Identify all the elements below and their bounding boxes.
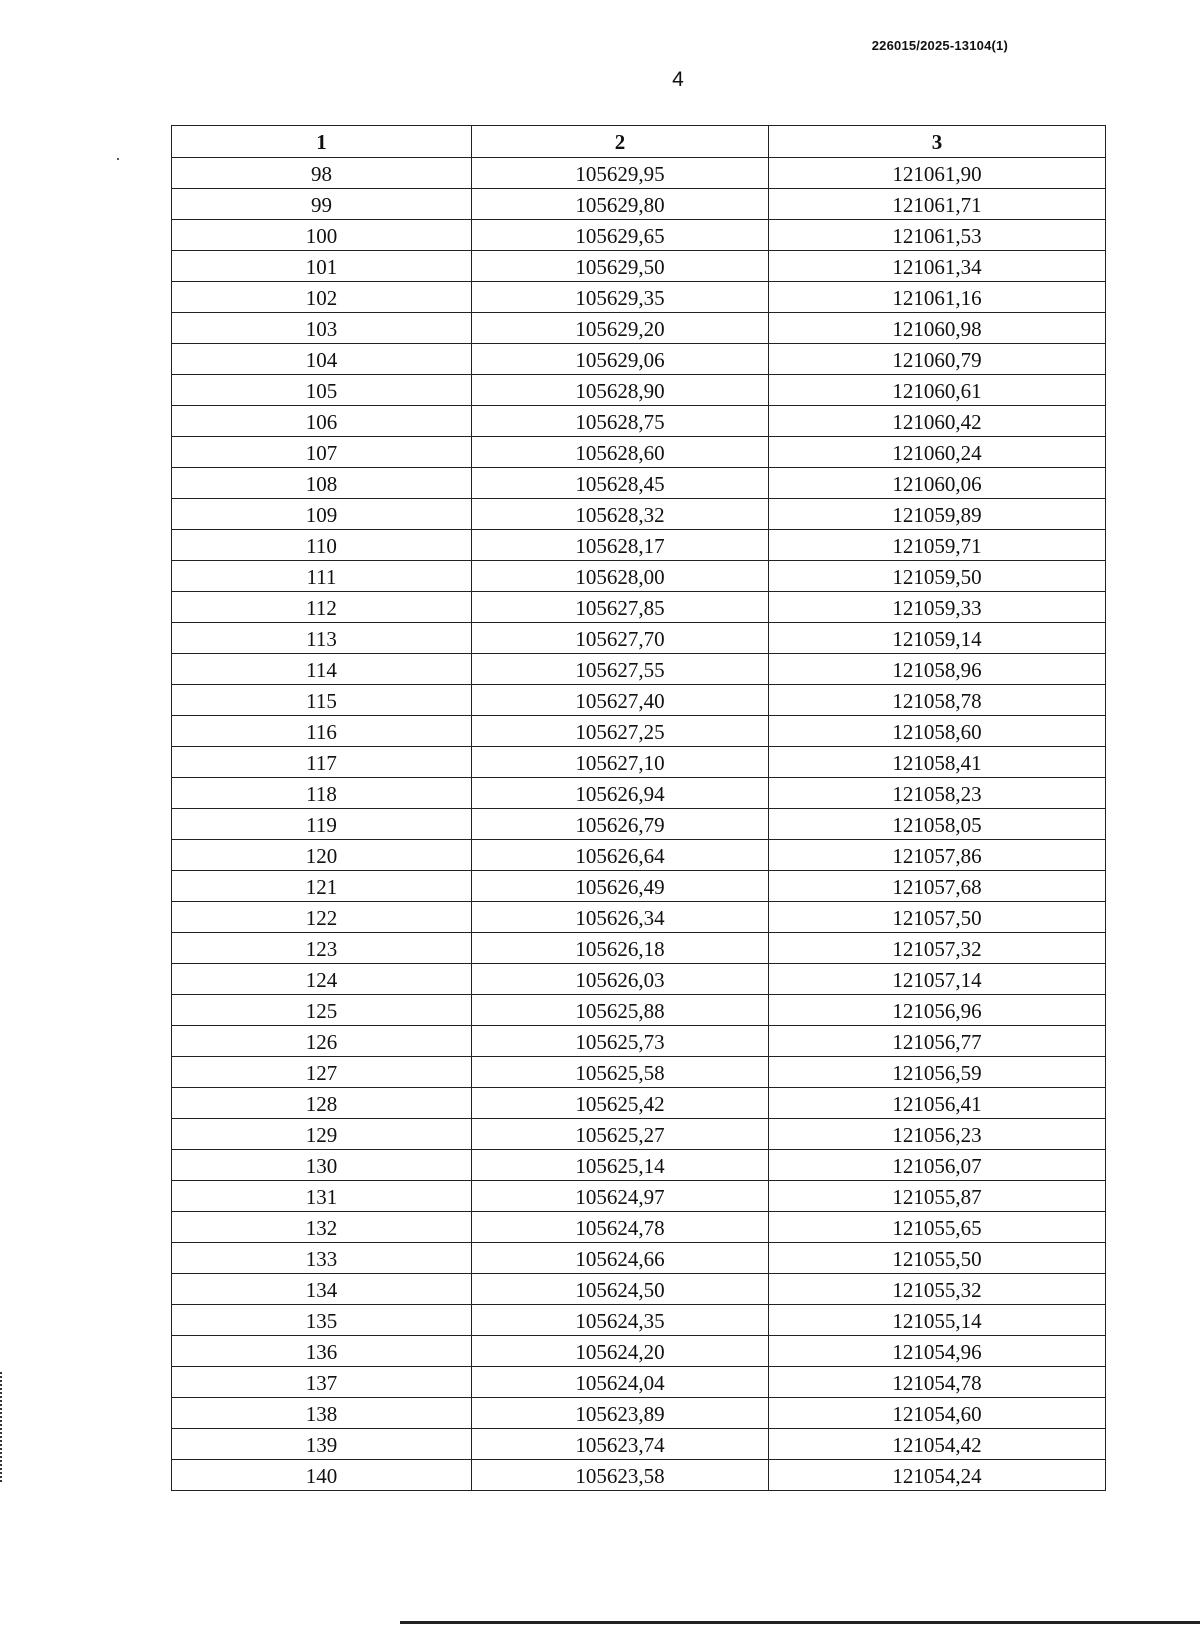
table-cell-col-1: 139 [172, 1429, 472, 1460]
table-cell-col-1: 133 [172, 1243, 472, 1274]
table-cell-col-3: 121059,14 [769, 623, 1106, 654]
table-cell-col-1: 105 [172, 375, 472, 406]
table-cell-col-3: 121057,86 [769, 840, 1106, 871]
table-cell-col-2: 105624,78 [472, 1212, 769, 1243]
table-cell-col-2: 105629,20 [472, 313, 769, 344]
table-row [172, 189, 1106, 220]
table-cell-col-3: 121059,50 [769, 561, 1106, 592]
table-cell-col-2: 105627,70 [472, 623, 769, 654]
table-cell-col-2: 105627,40 [472, 685, 769, 716]
table-cell-col-3: 121056,07 [769, 1150, 1106, 1181]
table-cell-col-3: 121061,71 [769, 189, 1106, 220]
scan-edge-marks [0, 1372, 4, 1482]
table-cell-col-3: 121055,32 [769, 1274, 1106, 1305]
table-row [172, 1181, 1106, 1212]
table-cell-col-3: 121058,60 [769, 716, 1106, 747]
table-cell-col-1: 111 [172, 561, 472, 592]
table-cell-col-3: 121056,59 [769, 1057, 1106, 1088]
table-cell-col-2: 105623,58 [472, 1460, 769, 1491]
table-cell-col-2: 105626,03 [472, 964, 769, 995]
table-row [172, 840, 1106, 871]
table-cell-col-2: 105626,64 [472, 840, 769, 871]
table-cell-col-3: 121054,24 [769, 1460, 1106, 1491]
table-row [172, 1429, 1106, 1460]
coordinates-table [171, 125, 1106, 1491]
table-cell-col-3: 121056,23 [769, 1119, 1106, 1150]
table-cell-col-3: 121060,79 [769, 344, 1106, 375]
table-cell-col-2: 105629,06 [472, 344, 769, 375]
table-row [172, 1274, 1106, 1305]
table-cell-col-3: 121060,61 [769, 375, 1106, 406]
table-cell-col-3: 121057,14 [769, 964, 1106, 995]
table-row [172, 964, 1106, 995]
table-cell-col-1: 116 [172, 716, 472, 747]
table-cell-col-3: 121061,53 [769, 220, 1106, 251]
table-cell-col-3: 121060,24 [769, 437, 1106, 468]
table-row [172, 251, 1106, 282]
table-row [172, 158, 1106, 189]
table-cell-col-1: 102 [172, 282, 472, 313]
table-cell-col-3: 121059,33 [769, 592, 1106, 623]
column-header-3: 3 [769, 126, 1106, 158]
table-cell-col-1: 113 [172, 623, 472, 654]
table-cell-col-2: 105628,00 [472, 561, 769, 592]
table-cell-col-3: 121054,78 [769, 1367, 1106, 1398]
table-cell-col-2: 105625,73 [472, 1026, 769, 1057]
table-cell-col-2: 105628,32 [472, 499, 769, 530]
table-cell-col-2: 105629,35 [472, 282, 769, 313]
table-row [172, 871, 1106, 902]
table-cell-col-3: 121054,42 [769, 1429, 1106, 1460]
table-row [172, 1398, 1106, 1429]
table-cell-col-1: 134 [172, 1274, 472, 1305]
table-cell-col-3: 121061,34 [769, 251, 1106, 282]
table-cell-col-3: 121056,96 [769, 995, 1106, 1026]
table-body [172, 158, 1106, 1491]
table-cell-col-3: 121058,23 [769, 778, 1106, 809]
table-row [172, 375, 1106, 406]
table-cell-col-1: 121 [172, 871, 472, 902]
table-cell-col-1: 120 [172, 840, 472, 871]
table-row [172, 344, 1106, 375]
table-cell-col-2: 105625,42 [472, 1088, 769, 1119]
table-row [172, 1212, 1106, 1243]
table-row [172, 220, 1106, 251]
table-row [172, 654, 1106, 685]
bottom-edge-line [400, 1621, 1200, 1624]
table-row [172, 437, 1106, 468]
table-cell-col-1: 129 [172, 1119, 472, 1150]
table-row [172, 1336, 1106, 1367]
table-cell-col-2: 105625,88 [472, 995, 769, 1026]
table-row [172, 561, 1106, 592]
table-cell-col-3: 121061,16 [769, 282, 1106, 313]
table-row [172, 468, 1106, 499]
table-cell-col-1: 123 [172, 933, 472, 964]
table-row [172, 778, 1106, 809]
table-row [172, 1150, 1106, 1181]
table-cell-col-1: 132 [172, 1212, 472, 1243]
table-cell-col-1: 131 [172, 1181, 472, 1212]
table-cell-col-1: 140 [172, 1460, 472, 1491]
column-header-1: 1 [172, 126, 472, 158]
table-cell-col-1: 126 [172, 1026, 472, 1057]
table-cell-col-2: 105628,60 [472, 437, 769, 468]
table-cell-col-2: 105628,17 [472, 530, 769, 561]
table-cell-col-2: 105623,89 [472, 1398, 769, 1429]
table-row [172, 1119, 1106, 1150]
table-cell-col-3: 121055,14 [769, 1305, 1106, 1336]
table-row [172, 1057, 1106, 1088]
table-row [172, 592, 1106, 623]
table-cell-col-3: 121058,41 [769, 747, 1106, 778]
table-cell-col-2: 105626,34 [472, 902, 769, 933]
table-cell-col-2: 105624,66 [472, 1243, 769, 1274]
table-cell-col-3: 121057,32 [769, 933, 1106, 964]
table-cell-col-1: 107 [172, 437, 472, 468]
table-cell-col-1: 136 [172, 1336, 472, 1367]
table-cell-col-1: 100 [172, 220, 472, 251]
table-cell-col-1: 125 [172, 995, 472, 1026]
table-cell-col-2: 105628,75 [472, 406, 769, 437]
table-cell-col-1: 99 [172, 189, 472, 220]
document-number: 226015/2025-13104(1) [871, 38, 1008, 53]
table-cell-col-2: 105624,20 [472, 1336, 769, 1367]
table-cell-col-2: 105629,65 [472, 220, 769, 251]
table-cell-col-2: 105629,80 [472, 189, 769, 220]
table-cell-col-3: 121056,77 [769, 1026, 1106, 1057]
header-row [172, 126, 1106, 158]
table-row [172, 1305, 1106, 1336]
table-cell-col-2: 105628,45 [472, 468, 769, 499]
table-cell-col-2: 105624,97 [472, 1181, 769, 1212]
table-cell-col-2: 105627,25 [472, 716, 769, 747]
table-row [172, 716, 1106, 747]
table-cell-col-2: 105628,90 [472, 375, 769, 406]
table-cell-col-1: 106 [172, 406, 472, 437]
table-row [172, 530, 1106, 561]
table-cell-col-3: 121058,05 [769, 809, 1106, 840]
table-cell-col-2: 105626,49 [472, 871, 769, 902]
table-row [172, 623, 1106, 654]
scan-artifact-dot [117, 158, 119, 160]
table-cell-col-3: 121058,96 [769, 654, 1106, 685]
page-number: 4 [672, 68, 684, 91]
table-cell-col-3: 121054,96 [769, 1336, 1106, 1367]
table-cell-col-1: 115 [172, 685, 472, 716]
table-cell-col-1: 109 [172, 499, 472, 530]
table-cell-col-2: 105629,50 [472, 251, 769, 282]
table-cell-col-2: 105625,58 [472, 1057, 769, 1088]
table-cell-col-1: 135 [172, 1305, 472, 1336]
table-cell-col-1: 137 [172, 1367, 472, 1398]
table-cell-col-2: 105626,79 [472, 809, 769, 840]
table-cell-col-1: 110 [172, 530, 472, 561]
table-cell-col-2: 105625,27 [472, 1119, 769, 1150]
table-row [172, 902, 1106, 933]
table-cell-col-1: 112 [172, 592, 472, 623]
table-cell-col-2: 105627,85 [472, 592, 769, 623]
table-cell-col-1: 104 [172, 344, 472, 375]
column-header-2: 2 [472, 126, 769, 158]
table-row [172, 995, 1106, 1026]
table-cell-col-2: 105624,35 [472, 1305, 769, 1336]
table-cell-col-3: 121055,50 [769, 1243, 1106, 1274]
table-header [172, 126, 1106, 158]
table-row [172, 406, 1106, 437]
table-row [172, 809, 1106, 840]
table-cell-col-1: 118 [172, 778, 472, 809]
table-cell-col-1: 128 [172, 1088, 472, 1119]
table-cell-col-1: 103 [172, 313, 472, 344]
table-cell-col-1: 138 [172, 1398, 472, 1429]
table-cell-col-3: 121057,68 [769, 871, 1106, 902]
table-cell-col-1: 130 [172, 1150, 472, 1181]
table-row [172, 685, 1106, 716]
table-row [172, 282, 1106, 313]
table-cell-col-2: 105626,94 [472, 778, 769, 809]
table-cell-col-1: 101 [172, 251, 472, 282]
table-cell-col-3: 121056,41 [769, 1088, 1106, 1119]
table-cell-col-2: 105624,04 [472, 1367, 769, 1398]
table-cell-col-1: 122 [172, 902, 472, 933]
table-row [172, 1243, 1106, 1274]
table-cell-col-2: 105627,10 [472, 747, 769, 778]
table-cell-col-3: 121058,78 [769, 685, 1106, 716]
table-row [172, 933, 1106, 964]
table-row [172, 1026, 1106, 1057]
table-cell-col-3: 121055,65 [769, 1212, 1106, 1243]
table-row [172, 1460, 1106, 1491]
table-cell-col-2: 105629,95 [472, 158, 769, 189]
table-row [172, 499, 1106, 530]
table-row [172, 313, 1106, 344]
table-cell-col-2: 105626,18 [472, 933, 769, 964]
table-cell-col-3: 121057,50 [769, 902, 1106, 933]
table-cell-col-1: 119 [172, 809, 472, 840]
table-cell-col-1: 127 [172, 1057, 472, 1088]
table-cell-col-1: 114 [172, 654, 472, 685]
table-row [172, 1367, 1106, 1398]
table-cell-col-3: 121059,89 [769, 499, 1106, 530]
table-cell-col-2: 105623,74 [472, 1429, 769, 1460]
table-cell-col-1: 124 [172, 964, 472, 995]
table-cell-col-3: 121059,71 [769, 530, 1106, 561]
table-row [172, 747, 1106, 778]
table-cell-col-3: 121055,87 [769, 1181, 1106, 1212]
table-cell-col-2: 105625,14 [472, 1150, 769, 1181]
table-cell-col-3: 121061,90 [769, 158, 1106, 189]
table-cell-col-3: 121060,42 [769, 406, 1106, 437]
table-cell-col-3: 121054,60 [769, 1398, 1106, 1429]
table-cell-col-1: 108 [172, 468, 472, 499]
table-cell-col-1: 117 [172, 747, 472, 778]
table-cell-col-3: 121060,98 [769, 313, 1106, 344]
table-cell-col-3: 121060,06 [769, 468, 1106, 499]
table-cell-col-2: 105627,55 [472, 654, 769, 685]
table-cell-col-1: 98 [172, 158, 472, 189]
table-cell-col-2: 105624,50 [472, 1274, 769, 1305]
table-row [172, 1088, 1106, 1119]
